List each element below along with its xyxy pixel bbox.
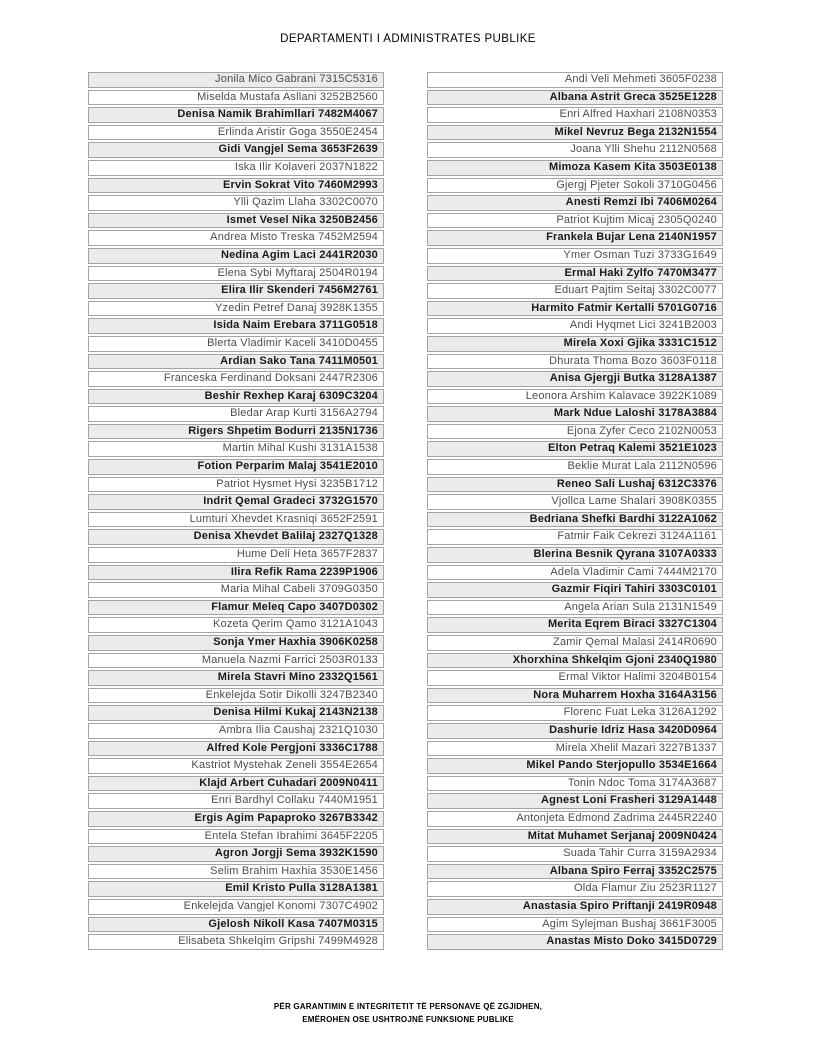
table-row: Kastriot Mystehak Zeneli 3554E2654 — [88, 758, 384, 774]
table-row: Gjergj Pjeter Sokoli 3710G0456 — [427, 178, 723, 194]
table-row: Isida Naim Erebara 3711G0518 — [88, 318, 384, 334]
table-row: Elisabeta Shkelqim Gripshi 7499M4928 — [88, 934, 384, 950]
table-row: Mark Ndue Laloshi 3178A3884 — [427, 406, 723, 422]
table-row: Enkelejda Vangjel Konomi 7307C4902 — [88, 899, 384, 915]
table-row: Mikel Pando Sterjopullo 3534E1664 — [427, 758, 723, 774]
table-row: Anesti Remzi Ibi 7406M0264 — [427, 195, 723, 211]
table-row: Blerina Besnik Qyrana 3107A0333 — [427, 547, 723, 563]
table-row: Indrit Qemal Gradeci 3732G1570 — [88, 494, 384, 510]
name-list-column-right — [427, 72, 723, 952]
table-row: Dhurata Thoma Bozo 3603F0118 — [427, 354, 723, 370]
table-row: Frankela Bujar Lena 2140N1957 — [427, 230, 723, 246]
footer-line-2: EMËROHEN OSE USHTROJNË FUNKSIONE PUBLIKE — [302, 1015, 514, 1024]
table-row: Olda Flamur Ziu 2523R1127 — [427, 881, 723, 897]
table-row: Fotion Perparim Malaj 3541E2010 — [88, 459, 384, 475]
table-row: Elira Ilir Skenderi 7456M2761 — [88, 283, 384, 299]
table-row: Beklie Murat Lala 2112N0596 — [427, 459, 723, 475]
table-row: Adela Vladimir Cami 7444M2170 — [427, 565, 723, 581]
table-row: Enri Bardhyl Collaku 7440M1951 — [88, 793, 384, 809]
table-row: Anastas Misto Doko 3415D0729 — [427, 934, 723, 950]
table-row: Antonjeta Edmond Zadrima 2445R2240 — [427, 811, 723, 827]
table-row: Ymer Osman Tuzi 3733G1649 — [427, 248, 723, 264]
table-row: Reneo Sali Lushaj 6312C3376 — [427, 477, 723, 493]
table-row: Enri Alfred Haxhari 2108N0353 — [427, 107, 723, 123]
table-row: Entela Stefan Ibrahimi 3645F2205 — [88, 829, 384, 845]
table-row: Yzedin Petref Danaj 3928K1355 — [88, 301, 384, 317]
table-row: Andi Hyqmet Lici 3241B2003 — [427, 318, 723, 334]
table-row: Joana Ylli Shehu 2112N0568 — [427, 142, 723, 158]
table-row: Agim Sylejman Bushaj 3661F3005 — [427, 917, 723, 933]
table-row: Mitat Muhamet Serjanaj 2009N0424 — [427, 829, 723, 845]
table-row: Dashurie Idriz Hasa 3420D0964 — [427, 723, 723, 739]
table-row: Denisa Namik Brahimllari 7482M4067 — [88, 107, 384, 123]
table-row: Ismet Vesel Nika 3250B2456 — [88, 213, 384, 229]
table-row: Andi Veli Mehmeti 3605F0238 — [427, 72, 723, 88]
table-row: Mikel Nevruz Bega 2132N1554 — [427, 125, 723, 141]
table-row: Ervin Sokrat Vito 7460M2993 — [88, 178, 384, 194]
table-row: Anastasia Spiro Priftanji 2419R0948 — [427, 899, 723, 915]
table-row: Sonja Ymer Haxhia 3906K0258 — [88, 635, 384, 651]
table-row: Nedina Agim Laci 2441R2030 — [88, 248, 384, 264]
table-row: Hume Deli Heta 3657F2837 — [88, 547, 384, 563]
table-row: Mirela Xhelil Mazari 3227B1337 — [427, 741, 723, 757]
table-row: Mirela Xoxi Gjika 3331C1512 — [427, 336, 723, 352]
table-row: Enkelejda Sotir Dikolli 3247B2340 — [88, 688, 384, 704]
table-row: Albana Spiro Ferraj 3352C2575 — [427, 864, 723, 880]
table-row: Agron Jorgji Sema 3932K1590 — [88, 846, 384, 862]
table-row: Kozeta Qerim Qamo 3121A1043 — [88, 617, 384, 633]
table-row: Franceska Ferdinand Doksani 2447R2306 — [88, 371, 384, 387]
table-row: Xhorxhina Shkelqim Gjoni 2340Q1980 — [427, 653, 723, 669]
table-row: Tonin Ndoc Toma 3174A3687 — [427, 776, 723, 792]
table-row: Andrea Misto Treska 7452M2594 — [88, 230, 384, 246]
table-row: Beshir Rexhep Karaj 6309C3204 — [88, 389, 384, 405]
table-row: Leonora Arshim Kalavace 3922K1089 — [427, 389, 723, 405]
table-row: Ilira Refik Rama 2239P1906 — [88, 565, 384, 581]
table-row: Klajd Arbert Cuhadari 2009N0411 — [88, 776, 384, 792]
table-row: Anisa Gjergji Butka 3128A1387 — [427, 371, 723, 387]
table-row: Ylli Qazim Llaha 3302C0070 — [88, 195, 384, 211]
table-row: Patriot Hysmet Hysi 3235B1712 — [88, 477, 384, 493]
table-row: Manuela Nazmi Farrici 2503R0133 — [88, 653, 384, 669]
table-row: Nora Muharrem Hoxha 3164A3156 — [427, 688, 723, 704]
table-row: Ermal Haki Zylfo 7470M3477 — [427, 266, 723, 282]
table-row: Ardian Sako Tana 7411M0501 — [88, 354, 384, 370]
table-row: Denisa Xhevdet Balilaj 2327Q1328 — [88, 529, 384, 545]
table-row: Mimoza Kasem Kita 3503E0138 — [427, 160, 723, 176]
table-row: Angela Arian Sula 2131N1549 — [427, 600, 723, 616]
table-row: Albana Astrit Greca 3525E1228 — [427, 90, 723, 106]
table-row: Erlinda Aristir Goga 3550E2454 — [88, 125, 384, 141]
table-row: Alfred Kole Pergjoni 3336C1788 — [88, 741, 384, 757]
table-row: Ambra Ilia Caushaj 2321Q1030 — [88, 723, 384, 739]
table-row: Agnest Loni Frasheri 3129A1448 — [427, 793, 723, 809]
page-title: DEPARTAMENTI I ADMINISTRATES PUBLIKE — [280, 33, 536, 45]
name-list-column-left — [88, 72, 384, 952]
table-row: Harmito Fatmir Kertalli 5701G0716 — [427, 301, 723, 317]
table-row: Zamir Qemal Malasi 2414R0690 — [427, 635, 723, 651]
table-row: Mirela Stavri Mino 2332Q1561 — [88, 670, 384, 686]
table-row: Emil Kristo Pulla 3128A1381 — [88, 881, 384, 897]
table-row: Rigers Shpetim Bodurri 2135N1736 — [88, 424, 384, 440]
table-row: Suada Tahir Curra 3159A2934 — [427, 846, 723, 862]
table-row: Eduart Pajtim Seitaj 3302C0077 — [427, 283, 723, 299]
table-row: Maria Mihal Cabeli 3709G0350 — [88, 582, 384, 598]
table-row: Martin Mihal Kushi 3131A1538 — [88, 441, 384, 457]
table-row: Fatmir Faik Cekrezi 3124A1161 — [427, 529, 723, 545]
table-row: Patriot Kujtim Micaj 2305Q0240 — [427, 213, 723, 229]
table-row: Ermal Viktor Halimi 3204B0154 — [427, 670, 723, 686]
table-row: Elton Petraq Kalemi 3521E1023 — [427, 441, 723, 457]
footer-note — [0, 1000, 816, 1026]
table-row: Jonila Mico Gabrani 7315C5316 — [88, 72, 384, 88]
table-row: Gjelosh Nikoll Kasa 7407M0315 — [88, 917, 384, 933]
table-row: Gidi Vangjel Sema 3653F2639 — [88, 142, 384, 158]
table-row: Ejona Zyfer Ceco 2102N0053 — [427, 424, 723, 440]
table-row: Bledar Arap Kurti 3156A2794 — [88, 406, 384, 422]
table-row: Gazmir Fiqiri Tahiri 3303C0101 — [427, 582, 723, 598]
table-row: Ergis Agim Papaproko 3267B3342 — [88, 811, 384, 827]
table-row: Merita Eqrem Biraci 3327C1304 — [427, 617, 723, 633]
table-row: Flamur Meleq Capo 3407D0302 — [88, 600, 384, 616]
table-row: Bedriana Shefki Bardhi 3122A1062 — [427, 512, 723, 528]
table-row: Denisa Hilmi Kukaj 2143N2138 — [88, 705, 384, 721]
table-row: Elena Sybi Myftaraj 2504R0194 — [88, 266, 384, 282]
table-row: Selim Brahim Haxhia 3530E1456 — [88, 864, 384, 880]
table-row: Vjollca Lame Shalari 3908K0355 — [427, 494, 723, 510]
table-row: Lumturi Xhevdet Krasniqi 3652F2591 — [88, 512, 384, 528]
table-row: Miselda Mustafa Asllani 3252B2560 — [88, 90, 384, 106]
table-row: Florenc Fuat Leka 3126A1292 — [427, 705, 723, 721]
table-row: Blerta Vladimir Kaceli 3410D0455 — [88, 336, 384, 352]
table-row: Iska Ilir Kolaveri 2037N1822 — [88, 160, 384, 176]
footer-line-1: PËR GARANTIMIN E INTEGRITETIT TË PERSONAVE QË ZGJIDHEN, — [273, 1002, 543, 1011]
